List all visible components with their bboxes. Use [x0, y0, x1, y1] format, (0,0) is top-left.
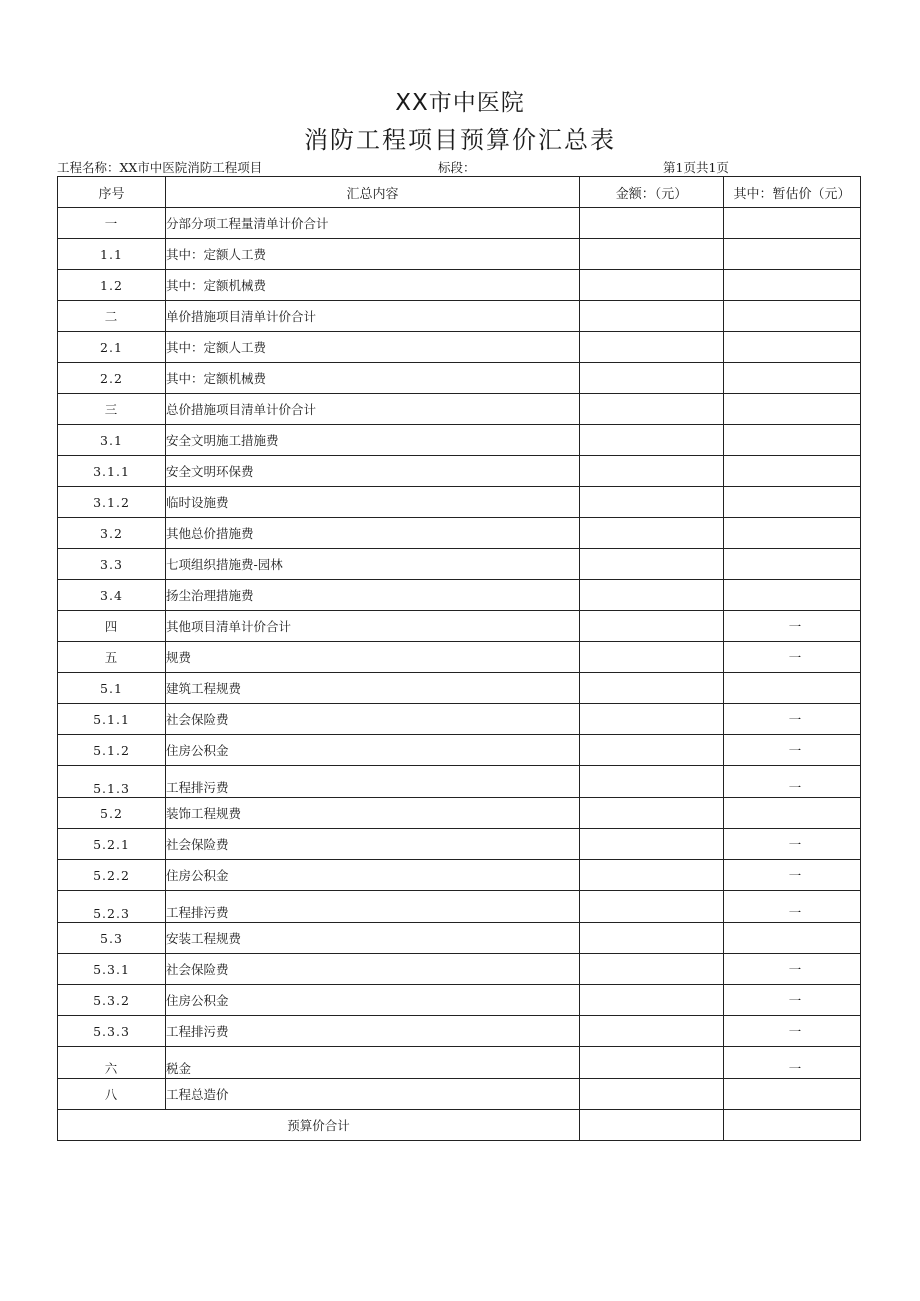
row-content: 其他项目清单计价合计	[166, 611, 580, 642]
table-row	[58, 735, 861, 766]
row-amount	[580, 611, 724, 642]
row-amount	[580, 580, 724, 611]
row-amount	[580, 425, 724, 456]
row-content: 工程排污费	[166, 766, 580, 798]
row-provisional	[724, 1079, 861, 1110]
budget-summary-table	[57, 176, 861, 1141]
row-provisional	[724, 766, 861, 798]
row-amount	[580, 1079, 724, 1110]
row-content: 税金	[166, 1047, 580, 1079]
row-content: 工程排污费	[166, 891, 580, 923]
row-amount	[580, 985, 724, 1016]
table-row	[58, 1079, 861, 1110]
page-indicator: 第1页共1页	[663, 160, 729, 175]
row-content: 安装工程规费	[166, 923, 580, 954]
provisional-value: 一	[788, 780, 802, 795]
table-row	[58, 642, 861, 673]
row-amount	[580, 456, 724, 487]
table-row	[58, 798, 861, 829]
row-content: 其中：定额人工费	[166, 239, 580, 270]
row-amount	[580, 301, 724, 332]
table-row	[58, 332, 861, 363]
row-provisional	[724, 704, 861, 735]
row-content: 住房公积金	[166, 860, 580, 891]
row-provisional	[724, 270, 861, 301]
table-row	[58, 239, 861, 270]
total-label: 预算价合计	[58, 1110, 580, 1141]
row-number: 5.3.1	[58, 954, 166, 985]
row-amount	[580, 954, 724, 985]
row-amount	[580, 766, 724, 798]
row-amount	[580, 891, 724, 923]
table-row	[58, 891, 861, 923]
row-number: 一	[58, 208, 166, 239]
document-title: XX市中医院	[395, 90, 525, 116]
row-provisional	[724, 208, 861, 239]
row-number: 3.1.1	[58, 456, 166, 487]
row-provisional	[724, 1016, 861, 1047]
column-header-provisional: 其中：暂估价（元）	[724, 177, 861, 208]
table-row	[58, 549, 861, 580]
row-provisional	[724, 891, 861, 923]
row-provisional	[724, 642, 861, 673]
row-amount	[580, 829, 724, 860]
row-number: 八	[58, 1079, 166, 1110]
row-provisional	[724, 239, 861, 270]
row-provisional	[724, 829, 861, 860]
row-number: 2.1	[58, 332, 166, 363]
row-content: 工程排污费	[166, 1016, 580, 1047]
table-row	[58, 580, 861, 611]
row-number: 五	[58, 642, 166, 673]
table-row	[58, 270, 861, 301]
row-provisional	[724, 1047, 861, 1079]
table-row	[58, 860, 861, 891]
row-number: 二	[58, 301, 166, 332]
row-number: 5.1.1	[58, 704, 166, 735]
provisional-value: 一	[788, 905, 802, 920]
column-header-content: 汇总内容	[166, 177, 580, 208]
row-content: 社会保险费	[166, 704, 580, 735]
row-number: 六	[58, 1047, 166, 1079]
table-row	[58, 363, 861, 394]
row-content: 其中：定额人工费	[166, 332, 580, 363]
row-content: 总价措施项目清单计价合计	[166, 394, 580, 425]
table-row	[58, 1016, 861, 1047]
row-provisional	[724, 301, 861, 332]
table-row	[58, 954, 861, 985]
row-content: 社会保险费	[166, 829, 580, 860]
row-number: 5.3.3	[58, 1016, 166, 1047]
row-number: 3.4	[58, 580, 166, 611]
row-provisional	[724, 518, 861, 549]
row-content: 社会保险费	[166, 954, 580, 985]
provisional-value: 一	[788, 743, 802, 758]
total-provisional-cell	[724, 1110, 861, 1141]
row-number: 5.2	[58, 798, 166, 829]
row-provisional	[724, 798, 861, 829]
row-number: 5.1.3	[58, 766, 166, 798]
table-row	[58, 766, 861, 798]
table-row	[58, 301, 861, 332]
row-content: 其中：定额机械费	[166, 270, 580, 301]
row-provisional	[724, 860, 861, 891]
row-content: 住房公积金	[166, 735, 580, 766]
row-amount	[580, 518, 724, 549]
row-content: 其他总价措施费	[166, 518, 580, 549]
provisional-value: 一	[788, 868, 802, 883]
table-row	[58, 394, 861, 425]
row-number: 5.3.2	[58, 985, 166, 1016]
row-provisional	[724, 425, 861, 456]
row-number: 5.3	[58, 923, 166, 954]
row-provisional	[724, 549, 861, 580]
row-amount	[580, 735, 724, 766]
provisional-value: 一	[788, 712, 802, 727]
row-content: 住房公积金	[166, 985, 580, 1016]
row-provisional	[724, 363, 861, 394]
row-content: 七项组织措施费-园林	[166, 549, 580, 580]
row-content: 临时设施费	[166, 487, 580, 518]
row-amount	[580, 487, 724, 518]
table-row	[58, 704, 861, 735]
row-provisional	[724, 394, 861, 425]
row-content: 其中：定额机械费	[166, 363, 580, 394]
column-header-no: 序号	[58, 177, 166, 208]
row-content: 分部分项工程量清单计价合计	[166, 208, 580, 239]
provisional-value: 一	[788, 962, 802, 977]
row-provisional	[724, 456, 861, 487]
row-provisional	[724, 611, 861, 642]
row-number: 5.2.1	[58, 829, 166, 860]
row-provisional	[724, 954, 861, 985]
table-row	[58, 673, 861, 704]
row-content: 规费	[166, 642, 580, 673]
row-content: 单价措施项目清单计价合计	[166, 301, 580, 332]
total-row	[58, 1110, 861, 1141]
table-row	[58, 829, 861, 860]
row-amount	[580, 1016, 724, 1047]
row-number: 3.1.2	[58, 487, 166, 518]
row-content: 安全文明施工措施费	[166, 425, 580, 456]
row-provisional	[724, 985, 861, 1016]
row-amount	[580, 332, 724, 363]
row-amount	[580, 1047, 724, 1079]
table-row	[58, 518, 861, 549]
row-number: 1.2	[58, 270, 166, 301]
row-number: 5.2.2	[58, 860, 166, 891]
row-number: 3.1	[58, 425, 166, 456]
total-amount-cell	[580, 1110, 724, 1141]
provisional-value: 一	[788, 837, 802, 852]
row-amount	[580, 923, 724, 954]
row-content: 建筑工程规费	[166, 673, 580, 704]
row-number: 5.2.3	[58, 891, 166, 923]
row-provisional	[724, 487, 861, 518]
row-content: 安全文明环保费	[166, 456, 580, 487]
row-provisional	[724, 673, 861, 704]
row-provisional	[724, 332, 861, 363]
row-number: 5.1	[58, 673, 166, 704]
row-provisional	[724, 923, 861, 954]
table-row	[58, 923, 861, 954]
provisional-value: 一	[788, 1061, 802, 1076]
row-number: 3.2	[58, 518, 166, 549]
row-number: 2.2	[58, 363, 166, 394]
provisional-value: 一	[788, 1024, 802, 1039]
row-amount	[580, 860, 724, 891]
row-number: 1.1	[58, 239, 166, 270]
provisional-value: 一	[788, 650, 802, 665]
column-header-amount: 金额：（元）	[580, 177, 724, 208]
table-row	[58, 1047, 861, 1079]
table-body	[58, 208, 861, 1110]
row-amount	[580, 798, 724, 829]
row-amount	[580, 394, 724, 425]
document-subtitle: 消防工程项目预算价汇总表	[304, 126, 616, 154]
table-row	[58, 611, 861, 642]
row-amount	[580, 270, 724, 301]
row-number: 3.3	[58, 549, 166, 580]
row-content: 装饰工程规费	[166, 798, 580, 829]
row-amount	[580, 363, 724, 394]
table-row	[58, 985, 861, 1016]
row-content: 扬尘治理措施费	[166, 580, 580, 611]
row-number: 三	[58, 394, 166, 425]
provisional-value: 一	[788, 619, 802, 634]
table-header-row	[58, 177, 861, 208]
row-amount	[580, 239, 724, 270]
row-number: 四	[58, 611, 166, 642]
project-name: 工程名称：XX市中医院消防工程项目	[57, 160, 263, 175]
row-provisional	[724, 735, 861, 766]
table-row	[58, 425, 861, 456]
row-amount	[580, 704, 724, 735]
row-provisional	[724, 580, 861, 611]
table-row	[58, 456, 861, 487]
row-amount	[580, 642, 724, 673]
row-number: 5.1.2	[58, 735, 166, 766]
section-label: 标段：	[438, 160, 476, 175]
row-amount	[580, 208, 724, 239]
table-row	[58, 208, 861, 239]
provisional-value: 一	[788, 993, 802, 1008]
table-row	[58, 487, 861, 518]
row-amount	[580, 549, 724, 580]
row-amount	[580, 673, 724, 704]
row-content: 工程总造价	[166, 1079, 580, 1110]
